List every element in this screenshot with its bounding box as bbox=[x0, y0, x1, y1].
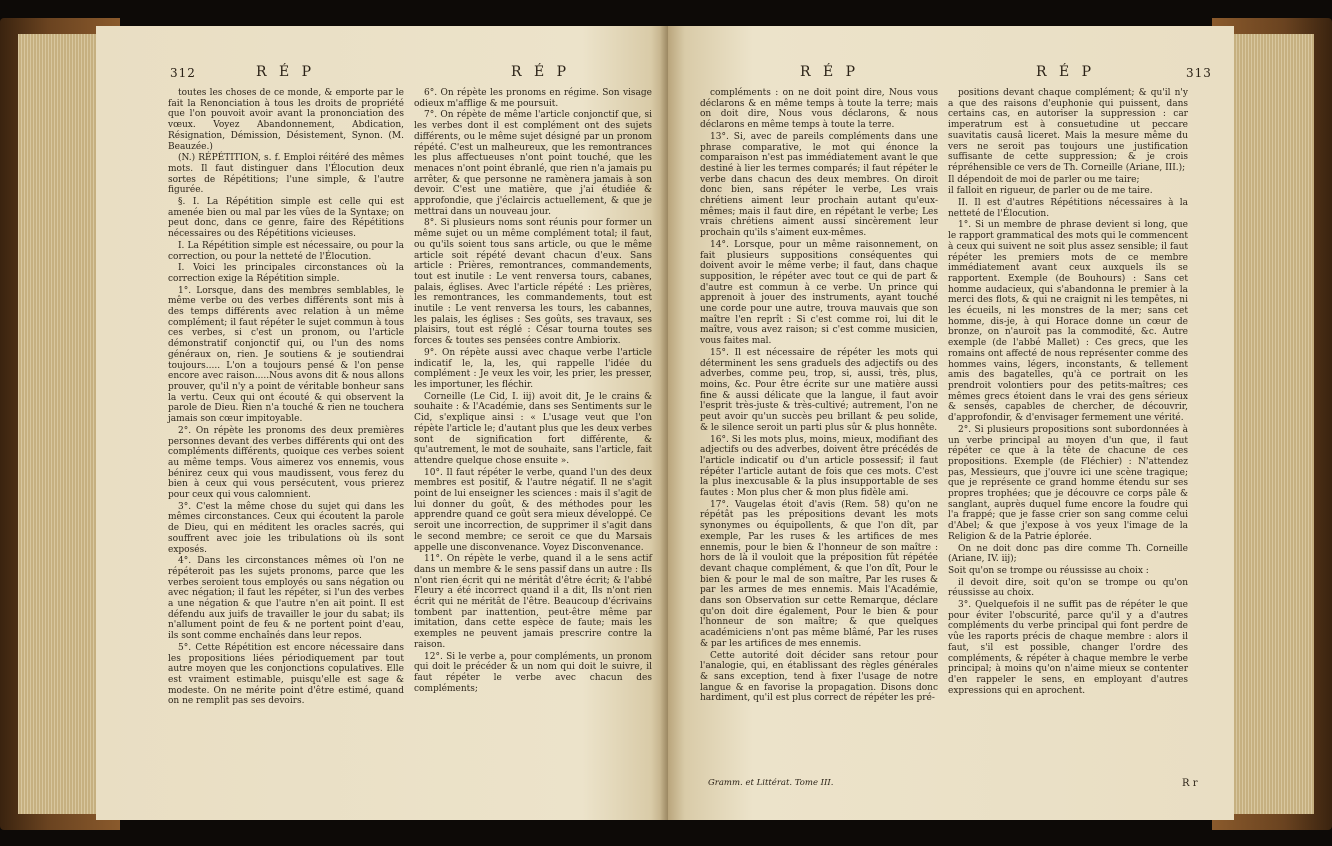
paragraph: On ne doit donc pas dire comme Th. Corneille (Ariane, IV. iij); bbox=[948, 543, 1188, 565]
left-running-head-2: R É P bbox=[511, 64, 571, 80]
page-edges-right bbox=[1224, 34, 1314, 814]
paragraph: I. La Répétition simple est nécessaire, ou pour la correction, ou pour la netteté de l'Élocution. bbox=[168, 240, 404, 262]
paragraph: II. Il est d'autres Répétitions nécessaires à la netteté de l'Élocution. bbox=[948, 198, 1188, 219]
left-page bbox=[96, 26, 668, 820]
paragraph: 2°. Si plusieurs propositions sont subordonnées à un verbe principal au moyen d'un que, il faut répéter ce que à la tête de chacune de ces propositions. Exemple (de Fléchier) : N'attendez pas, Messieurs, que j'ouvre ici une scène tragique; que je représente ce grand homme étendu sur ses propres trophées; que je découvre ce corps pâle & sanglant, auprès duquel fume encore la foudre qui l'a frappé; que je fasse crier son sang comme celui d'Abel; & que j'expose à vos yeux l'image de la Religion & de la Patrie éplorée. bbox=[948, 424, 1188, 542]
right-running-head-1: R É P bbox=[800, 64, 860, 80]
paragraph: 3°. C'est la même chose du sujet qui dans les mêmes circonstances. Ceux qui écoutent la parole de Dieu, qui en méditent les oracles sacrés, qui souffrent avec joie les tribulations où ils sont exposés. bbox=[168, 501, 404, 555]
left-page-number: 312 bbox=[170, 66, 196, 80]
paragraph: Corneille (Le Cid, I. iij) avoit dit, Je le crains & souhaite : & l'Académie, dans ses Sentiments sur le Cid, s'explique ainsi : « L'usage veut que l'on répète l'article le; d'autant plus que les deux verbes sont de signification fort différente, & qu'autrement, le mot de souhaite, sans l'article, fait attendre quelque chose ensuite ». bbox=[414, 391, 652, 466]
paragraph: I. Voici les principales circonstances où la correction exige la Répétition simple. bbox=[168, 263, 404, 284]
column-footer: Gramm. et Littérat. Tome III. bbox=[708, 778, 834, 788]
right-page-number: 313 bbox=[1186, 66, 1212, 80]
paragraph: Soit qu'on se trompe ou réussisse au choix : bbox=[948, 565, 1149, 576]
paragraph: 14°. Lorsque, pour un même raisonnement, on fait plusieurs suppositions conséquentes qui doivent avoir le même verbe; il faut, dans chaque supposition, le répéter avec tout ce qui de part & d'autre est commun à ce verbe. Un prince qui apprenoit à jouer des instruments, ayant touché une corde pour une autre, trouva mauvais que son maître l'en reprît : Si c'est comme roi, lui dit le maître, vous avez raison; si c'est comme musicien, vous faites mal. bbox=[700, 239, 938, 347]
paragraph: 5°. Cette Répétition est encore nécessaire dans les propositions liées périodiquement par tout autre moyen que les conjonctions copulatives. Elle est vraiment estimable, puisqu'elle est sage & modeste. On ne mérite point d'être estimé, quand on ne remplit pas ses devoirs. bbox=[168, 642, 404, 707]
left-column-2 bbox=[414, 88, 652, 695]
paragraph: 8°. Si plusieurs noms sont réunis pour former un même sujet ou un même complément total; il faut, ou qu'ils soient tous sans article, ou que le même article soit répété devant chacun d'eux. Sans article : Prières, remontrances, commandements, tout est inutile : Le vent renversa tours, cabanes, palais, églises. Avec l'article répété : Les prières, les remontrances, les commandements, tout est inutile : Le vent renversa les tours, les cabannes, les palais, les églises : Ses goûts, ses travaux, ses plaisirs, tout est réglé : César tourna toutes ses forces & toutes ses pensées contre Ambiorix. bbox=[414, 218, 652, 347]
paragraph: il falloit en rigueur, de parler ou de me taire. bbox=[948, 186, 1153, 197]
paragraph: §. I. La Répétition simple est celle qui est amenée bien ou mal par les vûes de la Syntaxe; on peut donc, dans ce genre, faire des Répétitions nécessaires ou des Répétitions vicieuses. bbox=[168, 197, 404, 240]
paragraph: toutes les choses de ce monde, & emporte par le fait la Renonciation à tous les droits de propriété que l'on pouvoit avoir avant la prononciation des vœux. Voyez Abandonnement, Abdication, Résignation, Démission, Désistement, Synon. (M. Beauzée.) bbox=[168, 88, 404, 152]
paragraph: 6°. On répète les pronoms en régime. Son visage odieux m'afflige & me poursuit. bbox=[414, 88, 652, 109]
page-edges-left bbox=[18, 34, 108, 814]
paragraph: Il dépendoit de moi de parler ou me taire; bbox=[948, 174, 1140, 185]
paragraph: 15°. Il est nécessaire de répéter les mots qui déterminent les sens graduels des adjectifs ou des adverbes, comme peu, trop, si, aussi, très, plus, moins, &c. Pour être écrite sur une matière aussi fine & aussi délicate que la langue, il faut avoir l'esprit très-juste & très-cultivé; autrement, l'on ne peut avoir qu'un succès peu brillant & peu solide, & le silence seroit un parti plus sûr & plus honnête. bbox=[700, 347, 938, 433]
paragraph: compléments : on ne doit point dire, Nous vous déclarons & en même temps à toute la terre; mais on doit dire, Nous vous déclarons, & nous déclarons en même temps à toute la terre. bbox=[700, 88, 938, 131]
paragraph: 11°. On répète le verbe, quand il a le sens actif dans un membre & le sens passif dans un autre : Ils n'ont rien écrit qui ne méritât d'être écrit; & l'abbé Fleury a été incorrect quand il a dit, Ils n'ont rien écrit qui ne méritât de l'être. Beaucoup d'écrivains tombent par inattention, peut-être même par imitation, dans cette espèce de faute; mais les exemples ne peuvent jamais prescrire contre la raison. bbox=[414, 554, 652, 650]
paragraph: 4°. Dans les circonstances mêmes où l'on ne répéteroit pas les sujets pronoms, parce que les verbes seroient tous employés ou sans négation ou avec négation; il faut les répéter, si l'un des verbes a une négation & que l'autre n'en ait point. Il est défendu aux juifs de travailler le jour du sabat; ils n'allument point de feu & ne portent point d'eau, ils sont comme enchaînés dans leur repos. bbox=[168, 556, 404, 642]
paragraph: 13°. Si, avec de pareils compléments dans une phrase comparative, le mot qui énonce la comparaison n'est pas immédiatement avant le que destiné à lier les termes comparés; il faut répéter le verbe dans chacun des deux membres. On diroit donc bien, sans répéter le verbe, Les vrais chrétiens aiment leur prochain autant qu'eux-mêmes; mais il faut dire, en répétant le verbe; Les vrais chrétiens aiment aussi sincèrement leur prochain qu'ils s'aiment eux-mêmes. bbox=[700, 131, 938, 239]
paragraph: (N.) RÉPÉTITION, s. f. Emploi réitéré des mêmes mots. Il faut distinguer dans l'Élocution deux sortes de Répétitions; l'une simple, & l'autre figurée. bbox=[168, 153, 404, 196]
paragraph: positions devant chaque complément; & qu'il n'y a que des raisons d'euphonie qui puissent, dans certains cas, en autoriser la suppression : car imperatrum est à consuetudine ut peccare suavitatis causâ liceret. Mais la mesure même du vers ne seroit pas toujours une justification suffisante de cette suppression; & je crois répréhensible ce vers de Th. Corneille (Ariane, III.); bbox=[948, 88, 1188, 173]
right-page bbox=[668, 26, 1234, 820]
right-column-1 bbox=[700, 88, 938, 705]
signature-mark: R r bbox=[1182, 778, 1198, 789]
paragraph: 1°. Si un membre de phrase devient si long, que le rapport grammatical des mots qui le commencent à ceux qui suivent ne soit plus assez sensible; il faut répéter les premiers mots de ce membre immédiatement avant ceux auxquels ils se rapportent. Exemple (de Bouhours) : Sans cet homme audacieux, qui s'abandonna le premier à la merci des flots, & qui ne craignit ni les tempêtes, ni les écueils, ni les monstres de la mer; sans cet homme, dis-je, à qui Horace donne un cœur de bronze, on n'auroit pas la commodité, &c. Autre exemple (de l'abbé Mallet) : Ces grecs, que les romains ont affecté de nous représenter comme des hommes vains, légers, inconstants, & tellement amis des bagatelles, qu'à ce portrait on les prendroit volontiers pour des petits-maîtres; ces mêmes grecs étoient dans le vrai des gens sérieux & sensés, capables de chercher, de découvrir, d'approfondir, & d'envisager fermement une vérité. bbox=[948, 220, 1188, 424]
paragraph: 9°. On répète aussi avec chaque verbe l'article indicatif le, la, les, qui rappelle l'idée du complément : Je veux les voir, les prier, les presser, les importuner, les fléchir. bbox=[414, 347, 652, 390]
right-column-2 bbox=[948, 88, 1188, 697]
paragraph: 3°. Quelquefois il ne suffit pas de répéter le que pour éviter l'obscurité, parce qu'il y a d'autres compléments du verbe principal qui font perdre de vûe les raports précis de chaque membre : alors il faut, s'il est possible, changer l'ordre des compléments, & répéter à chaque membre le verbe principal; à moins qu'on n'aime mieux se contenter d'en rappeler le sens, en employant d'autres expressions qui en aprochent. bbox=[948, 600, 1188, 696]
paragraph: 10°. Il faut répéter le verbe, quand l'un des deux membres est positif, & l'autre négatif. Il ne s'agit point de lui enseigner les sciences : mais il s'agit de lui donner du goût, & des méthodes pour les apprendre quand ce goût sera mieux développé. Ce seroit une incorrection, de supprimer il s'agit dans le second membre; ce seroit ce que du Marsais appelle une disconvenance. Voyez Disconvenance. bbox=[414, 467, 652, 553]
paragraph: 16°. Si les mots plus, moins, mieux, modifiant des adjectifs ou des adverbes, doivent être précédés de l'article indicatif ou d'un article possessif; il faut répéter l'article autant de fois que ces mots. C'est la plus inexcusable & la plus insupportable de ses fautes : Mon plus cher & mon plus fidèle ami. bbox=[700, 434, 938, 499]
left-column-1 bbox=[168, 88, 404, 708]
paragraph: 2°. On répète les pronoms des deux premières personnes devant des verbes différents qui ont des compléments différents, quoique ces verbes soient au même temps. Vous aimerez vos ennemis, vous bénirez ceux qui vous maudissent, vous ferez du bien à ceux qui vous persécutent, vous prierez pour ceux qui vous calomnient. bbox=[168, 425, 404, 501]
paragraph: 12°. Si le verbe a, pour compléments, un pronom qui doit le précéder & un nom qui doit le suivre, il faut répéter le verbe avec chacun des compléments; bbox=[414, 651, 652, 694]
paragraph: 17°. Vaugelas étoit d'avis (Rem. 58) qu'on ne répétât pas les prépositions devant les mots synonymes ou équipollents, & que l'on dît, par exemple, Par les ruses & les artifices de mes ennemis, pour le bien & l'honneur de son maître : hors de là il vouloit que la préposition fût répétée devant chaque complément, & que l'on dît, Pour le bien & pour le mal de son maître, Par les ruses & par les armes de mes ennemis. Mais l'Académie, dans son Observation sur cette Remarque, déclare qu'on doit dire également, Pour le bien & pour l'honneur de son maître; & que quelques académiciens n'ont pas même blâmé, Par les ruses & par les artifices de mes ennemis. bbox=[700, 499, 938, 649]
paragraph: Cette autorité doit décider sans retour pour l'analogie, qui, en établissant des règles générales & sans exception, tend à fixer l'usage de notre langue & en favorise la propagation. Disons donc hardiment, qu'il est plus correct de répéter les pré- bbox=[700, 650, 938, 704]
paragraph: 7°. On répète de même l'article conjonctif que, si les verbes dont il est complément ont des sujets différents, ou le même sujet désigné par un pronom répété. C'est un malheureux, que les remontrances les plus affectueuses n'ont point touché, que les menaces n'ont point ébranlé, que rien n'a jamais pu arrêter, & que personne ne ramènera jamais à son devoir. C'est une matière, que j'ai étudiée & approfondie, que j'éclaircis actuellement, & que je mettrai dans un nouveau jour. bbox=[414, 110, 652, 217]
left-running-head-1: R É P bbox=[256, 64, 316, 80]
paragraph: il devoit dire, soit qu'on se trompe ou qu'on réussisse au choix. bbox=[948, 577, 1188, 599]
right-running-head-2: R É P bbox=[1036, 64, 1096, 80]
paragraph: 1°. Lorsque, dans des membres semblables, le même verbe ou des verbes différents sont mis à des temps différents avec relation à un même complément; il faut répéter le sujet commun à tous ces verbes, si c'est un pronom, ou l'article démonstratif conjonctif qui, ou l'un des noms généraux on, rien. Je soutiens & je soutiendrai toujours..... L'on a toujours pensé & l'on pense encore avec raison.....Nous avons dit & nous allons prouver, qu'il n'y a point de véritable bonheur sans la vertu. Ceux qui ont écouté & qui observent la parole de Dieu. Rien n'a touché & rien ne touchera jamais son cœur impitoyable. bbox=[168, 285, 404, 425]
